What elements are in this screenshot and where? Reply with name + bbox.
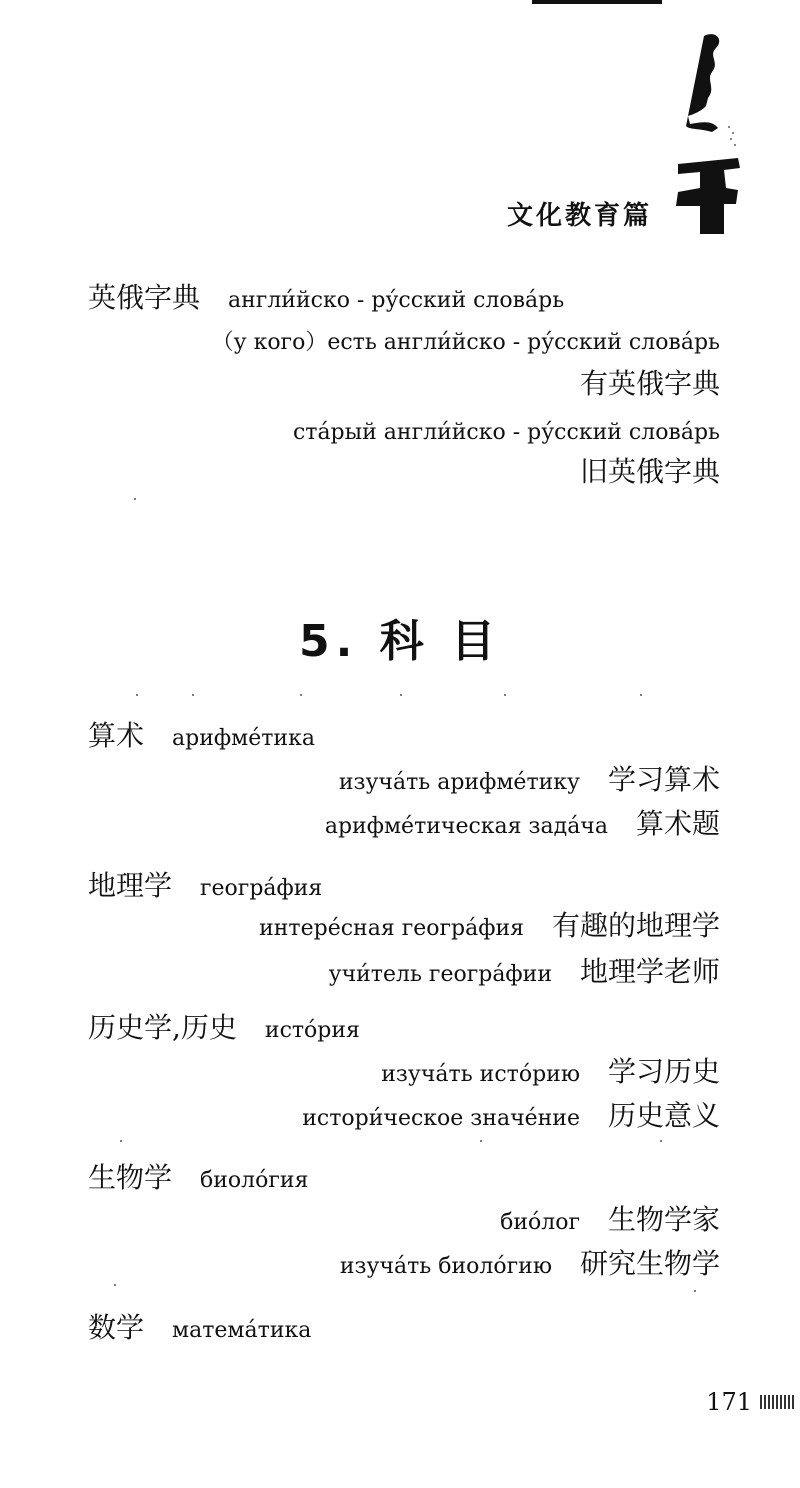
entry-term-zh: 历史学,历史 (88, 1011, 237, 1044)
example-ru: ста́рый англи́йско - ру́сский слова́рь (292, 420, 720, 445)
running-title: 文化教育篇 (506, 201, 652, 231)
scan-speck (504, 694, 506, 696)
scan-speck (300, 694, 302, 696)
example-zh: 学习算术 (607, 763, 720, 796)
example-row (324, 807, 720, 840)
example-zh: 算术题 (635, 807, 720, 840)
entry-term-ru: геогра́фия (200, 876, 323, 901)
entry-term-ru: англи́йско - ру́сский слова́рь (228, 288, 565, 313)
ink-stroke-decoration (672, 28, 752, 238)
entry-row (88, 1161, 309, 1194)
scan-speck (114, 1284, 116, 1286)
example-row (381, 1055, 720, 1088)
section-title: 5. 科 目 (299, 616, 501, 667)
entry-term-zh: 地理学 (88, 869, 173, 902)
scan-speck (660, 1140, 662, 1142)
example-zh: 学习历史 (607, 1055, 720, 1088)
example-row (302, 1099, 720, 1132)
entry-row (88, 719, 315, 752)
example-ru: арифме́тическая зада́ча (324, 814, 608, 839)
example-ru: интере́сная геогра́фия (259, 916, 524, 941)
entry-term-ru: арифме́тика (172, 726, 315, 751)
example-zh: 地理学老师 (579, 955, 720, 988)
entry-row (88, 869, 323, 902)
example-zh: 研究生物学 (579, 1247, 720, 1280)
scan-speck (640, 694, 642, 696)
entry-row (88, 1311, 312, 1344)
entry-row (88, 1011, 360, 1044)
example-ru: истори́ческое значе́ние (302, 1106, 580, 1131)
example-ru: изуча́ть исто́рию (381, 1062, 580, 1087)
example-zh: 旧英俄字典 (579, 455, 720, 488)
example-ru: учи́тель геогра́фии (328, 962, 552, 987)
entry-term-ru: матема́тика (172, 1318, 312, 1343)
example-ru: био́лог (500, 1210, 580, 1235)
example-zh: 有趣的地理学 (551, 909, 720, 942)
scan-speck (134, 498, 136, 500)
example-zh: 历史意义 (607, 1099, 720, 1132)
example-ru: изуча́ть арифме́тику (338, 770, 580, 795)
entry-term-zh: 算术 (88, 719, 145, 752)
example-row (259, 909, 720, 942)
scan-speck (400, 694, 402, 696)
example-zh: 生物学家 (607, 1203, 720, 1236)
entry-term-ru: биоло́гия (200, 1168, 309, 1193)
example-row (339, 1247, 720, 1280)
scan-speck (120, 1140, 122, 1142)
scan-speck (694, 1290, 696, 1292)
entry-term-ru: исто́рия (264, 1018, 360, 1043)
example-row (500, 1203, 720, 1236)
example-row (328, 955, 720, 988)
scan-speck (480, 1140, 482, 1142)
scan-speck (136, 694, 138, 696)
example-ru: изуча́ть биоло́гию (339, 1254, 552, 1279)
example-row (338, 763, 720, 796)
page-number-ornament (760, 1395, 794, 1409)
entry-term-zh: 生物学 (88, 1161, 173, 1194)
entry-dict (88, 281, 565, 314)
top-rule (532, 0, 662, 4)
scan-speck (192, 694, 194, 696)
entry-term-zh: 数学 (88, 1311, 145, 1344)
page-number: 171 (706, 1388, 752, 1416)
example-zh: 有英俄字典 (579, 367, 720, 400)
example-ru: （у кого）есть англи́йско - ру́сский слова́рь (211, 330, 720, 355)
entry-term-zh: 英俄字典 (88, 281, 201, 314)
